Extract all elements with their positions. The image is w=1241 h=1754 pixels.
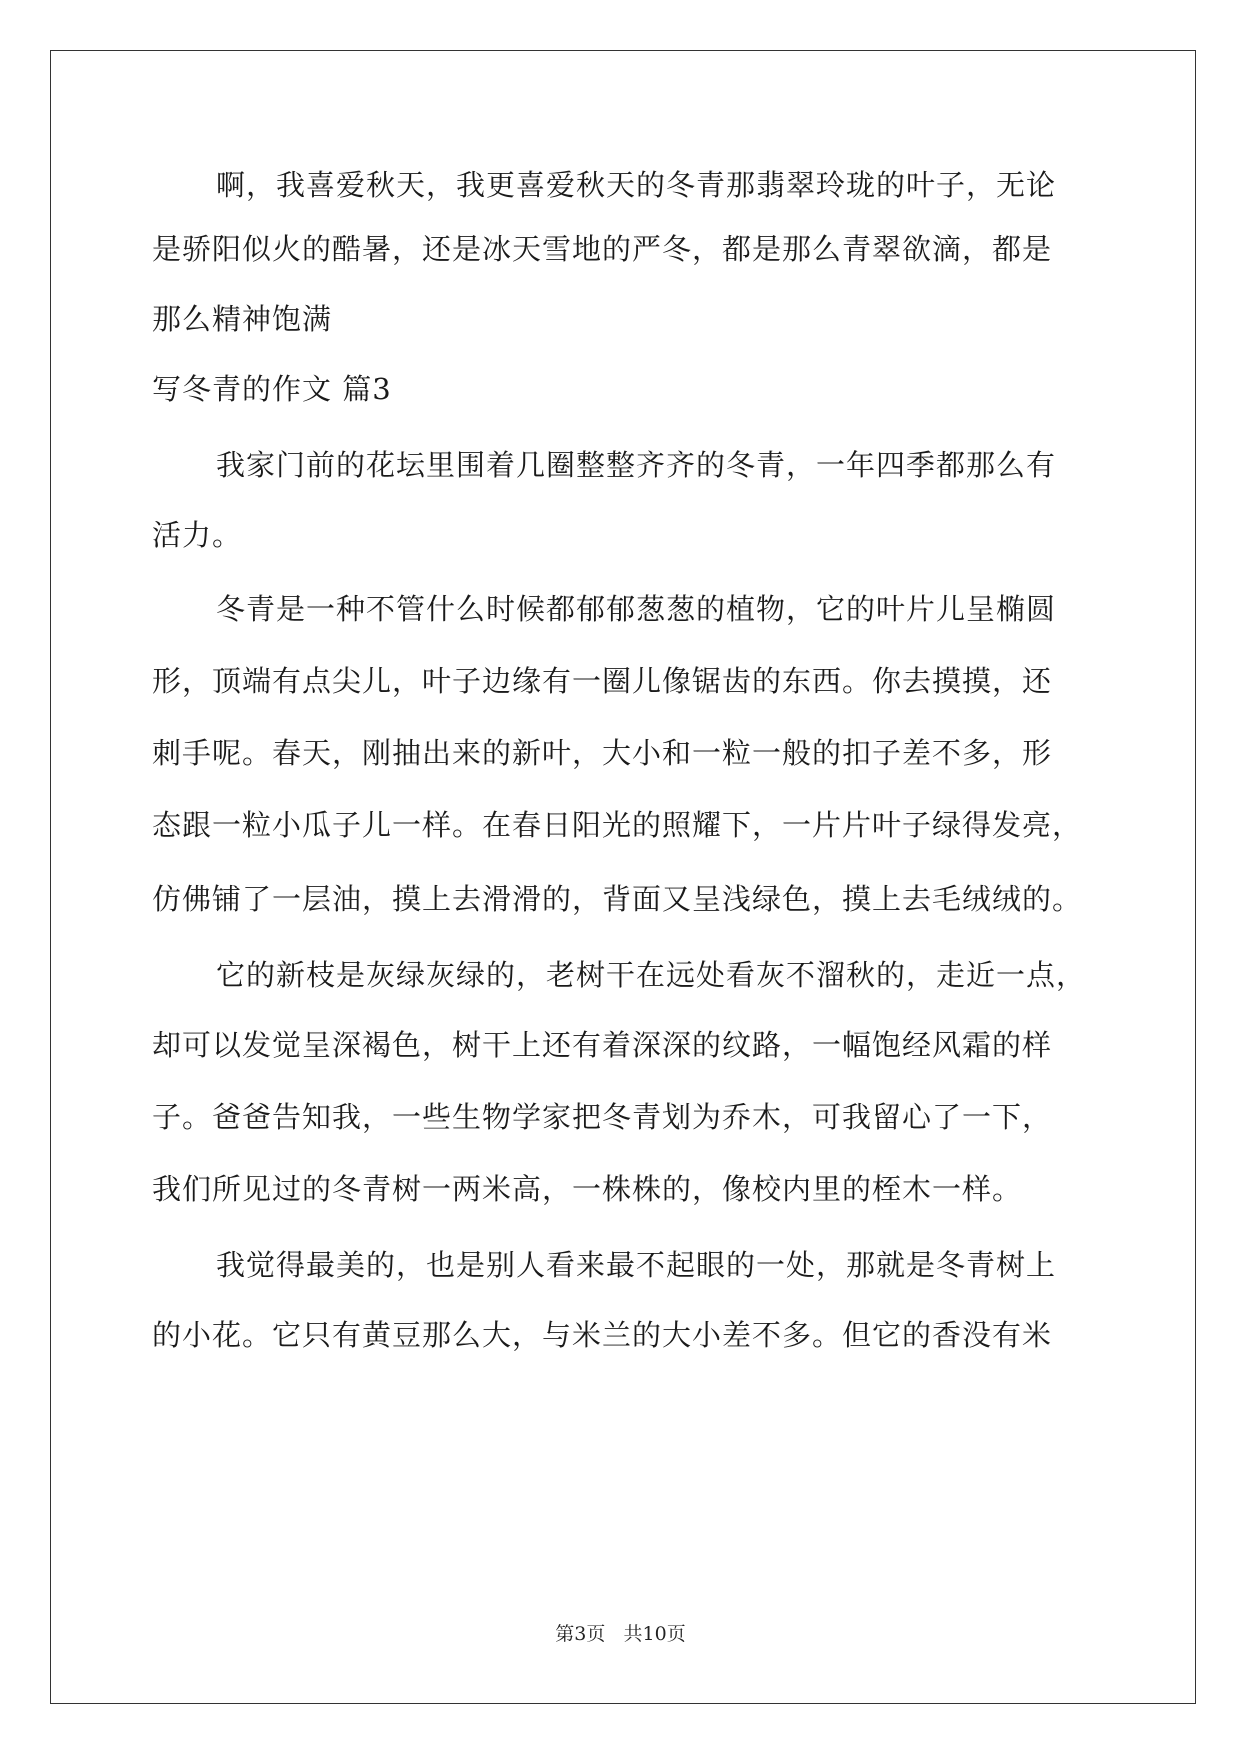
paragraph-line: 却可以发觉呈深褐色，树干上还有着深深的纹路，一幅饱经风霜的样 (152, 1028, 1053, 1062)
paragraph-line: 啊，我喜爱秋天，我更喜爱秋天的冬青那翡翠玲珑的叶子，无论 (216, 168, 1057, 202)
paragraph-line: 是骄阳似火的酷暑，还是冰天雪地的严冬，都是那么青翠欲滴，都是 (152, 232, 1053, 266)
paragraph-line: 我家门前的花坛里围着几圈整整齐齐的冬青，一年四季都那么有 (216, 448, 1057, 482)
paragraph-line: 那么精神饱满 (152, 302, 333, 336)
page-number: 第3页 (555, 1623, 606, 1645)
paragraph-line: 仿佛铺了一层油，摸上去滑滑的，背面又呈浅绿色，摸上去毛绒绒的。 (152, 882, 1083, 916)
paragraph-line: 刺手呢。春天，刚抽出来的新叶，大小和一粒一般的扣子差不多，形 (152, 736, 1053, 770)
paragraph-line: 的小花。它只有黄豆那么大，与米兰的大小差不多。但它的香没有米 (152, 1318, 1053, 1352)
paragraph-line: 它的新枝是灰绿灰绿的，老树干在远处看灰不溜秋的，走近一点， (216, 958, 1087, 992)
paragraph-line: 我们所见过的冬青树一两米高，一株株的，像校内里的桎木一样。 (152, 1172, 1023, 1206)
paragraph-line: 活力。 (152, 518, 243, 552)
section-heading: 写冬青的作文 篇3 (152, 372, 392, 406)
page-footer (0, 1622, 1241, 1646)
paragraph-line: 形，顶端有点尖儿，叶子边缘有一圈儿像锯齿的东西。你去摸摸，还 (152, 664, 1053, 698)
paragraph-line: 态跟一粒小瓜子儿一样。在春日阳光的照耀下，一片片叶子绿得发亮， (152, 808, 1083, 842)
paragraph-line: 子。爸爸告知我，一些生物学家把冬青划为乔木，可我留心了一下， (152, 1100, 1053, 1134)
page-total: 共10页 (623, 1623, 686, 1645)
paragraph-line: 冬青是一种不管什么时候都郁郁葱葱的植物，它的叶片儿呈椭圆 (216, 592, 1057, 626)
paragraph-line: 我觉得最美的，也是别人看来最不起眼的一处，那就是冬青树上 (216, 1248, 1057, 1282)
